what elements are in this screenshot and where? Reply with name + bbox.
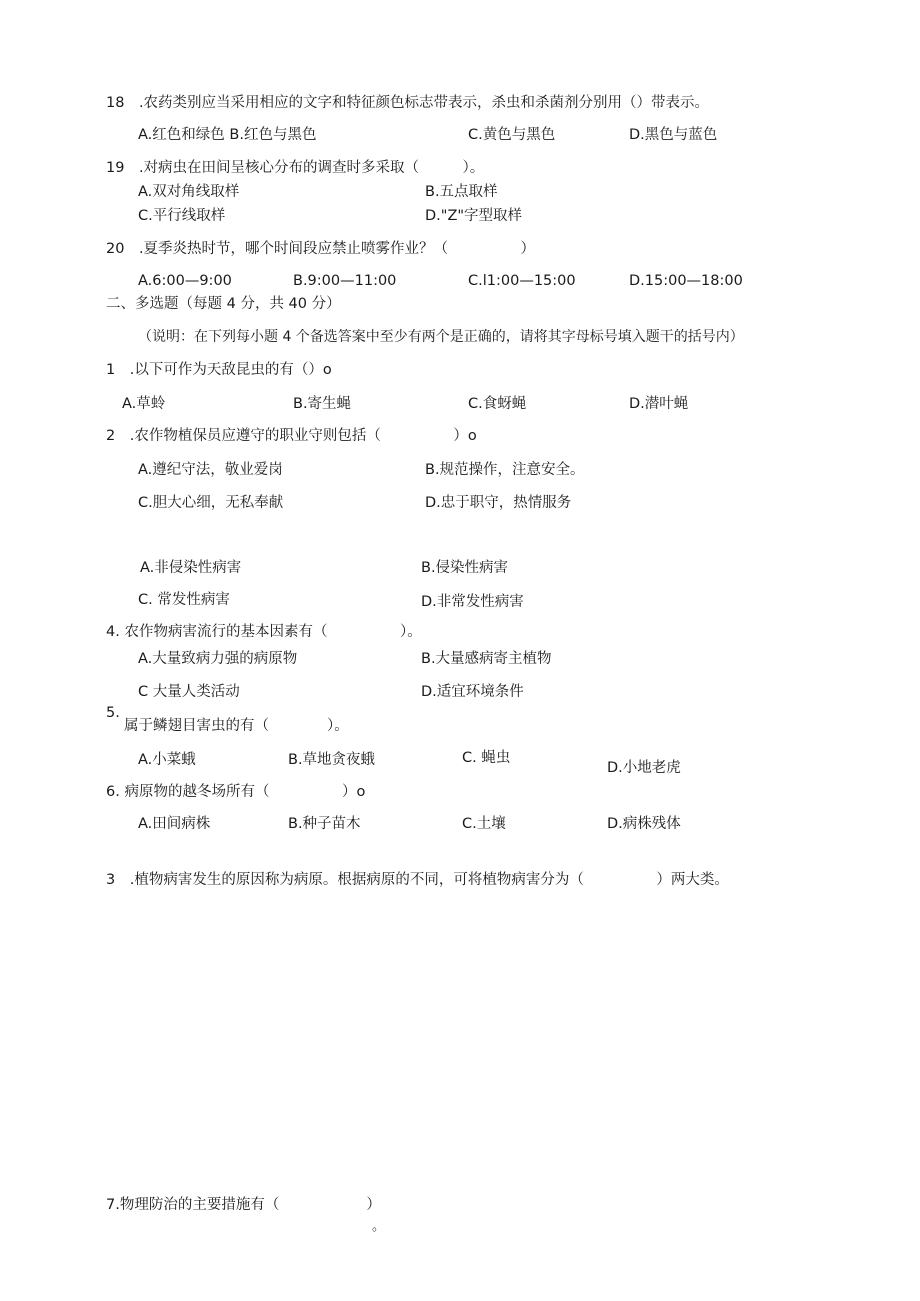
m6-option-d: D.病株残体: [607, 816, 681, 832]
q20-option-b: B.9:00—11:00: [293, 273, 397, 289]
m1-option-b: B.寄生蝇: [293, 396, 352, 412]
q18-option-c: C.黄色与黑色: [468, 127, 556, 143]
m6-option-b: B.种子苗木: [288, 816, 361, 832]
m4-option-b: B.大量感病寄主植物: [421, 651, 552, 667]
q19-stem: 19 .对病虫在田间呈核心分布的调查时多采取（ ）。: [106, 160, 485, 176]
m5-option-d: D.小地老虎: [607, 760, 681, 776]
m3-option-d: D.非常发性病害: [421, 594, 524, 610]
m3-option-b: B.侵染性病害: [421, 560, 509, 576]
m3-option-a: A.非侵染性病害: [140, 560, 242, 576]
m6-option-c: C.土壤: [462, 816, 506, 832]
m1-option-a: A.草蛉: [122, 396, 166, 412]
m4-option-d: D.适宜环境条件: [421, 684, 524, 700]
m7-tail: 。: [372, 1219, 386, 1234]
m2-option-a: A.遵纪守法，敬业爱岗: [138, 462, 283, 478]
m5-option-a: A.小菜蛾: [138, 752, 196, 768]
q18-stem: 18 .农药类别应当采用相应的文字和特征颜色标志带表示，杀虫和杀菌剂分别用（）带表示。: [106, 95, 710, 111]
m5-number: 5.: [106, 705, 120, 721]
m1-option-d: D.潜叶蝇: [629, 396, 689, 412]
m1-stem: 1 .以下可作为天敌昆虫的有（）o: [106, 362, 332, 378]
m4-option-c: C 大量人类活动: [138, 684, 240, 700]
m7-stem: 7.物理防治的主要措施有（ ）: [106, 1197, 381, 1213]
m5-option-c: C. 蝇虫: [462, 750, 511, 766]
m4-stem: 4. 农作物病害流行的基本因素有（ ）。: [106, 624, 422, 640]
m5-option-b: B.草地贪夜蛾: [288, 752, 376, 768]
m6-stem: 6. 病原物的越冬场所有（ ）o: [106, 784, 366, 800]
m5-stem: 属于鳞翅目害虫的有（ ）。: [124, 718, 349, 734]
q18-option-ab: A.红色和绿色 B.红色与黑色: [138, 127, 317, 143]
q19-option-b: B.五点取样: [425, 184, 498, 200]
q20-option-c: C.l1:00—15:00: [468, 273, 576, 289]
m2-option-c: C.胆大心细，无私奉献: [138, 495, 284, 511]
q20-option-a: A.6:00—9:00: [138, 273, 232, 289]
m6-option-a: A.田间病株: [138, 816, 211, 832]
q19-option-a: A.双对角线取样: [138, 184, 240, 200]
q19-option-d: D."Z"字型取样: [425, 208, 523, 224]
q18-option-d: D.黑色与蓝色: [629, 127, 718, 143]
m3-stem: 3 .植物病害发生的原因称为病原。根据病原的不同，可将植物病害分为（ ）两大类。: [106, 872, 729, 888]
m1-option-c: C.食蚜蝇: [468, 396, 527, 412]
m3-option-c: C. 常发性病害: [138, 592, 230, 608]
q19-option-c: C.平行线取样: [138, 208, 226, 224]
section-title: 二、多选题（每题 4 分，共 40 分）: [106, 296, 341, 312]
m2-stem: 2 .农作物植保员应遵守的职业守则包括（ ）o: [106, 428, 477, 444]
q20-stem: 20 .夏季炎热时节，哪个时间段应禁止喷雾作业？（ ）: [106, 241, 536, 257]
q20-option-d: D.15:00—18:00: [629, 273, 743, 289]
m2-option-b: B.规范操作，注意安全。: [425, 462, 585, 478]
m4-option-a: A.大量致病力强的病原物: [138, 651, 298, 667]
section-note: （说明：在下列每小题 4 个备选答案中至少有两个是正确的，请将其字母标号填入题干的括号内）: [138, 329, 744, 345]
m2-option-d: D.忠于职守，热情服务: [425, 495, 572, 511]
